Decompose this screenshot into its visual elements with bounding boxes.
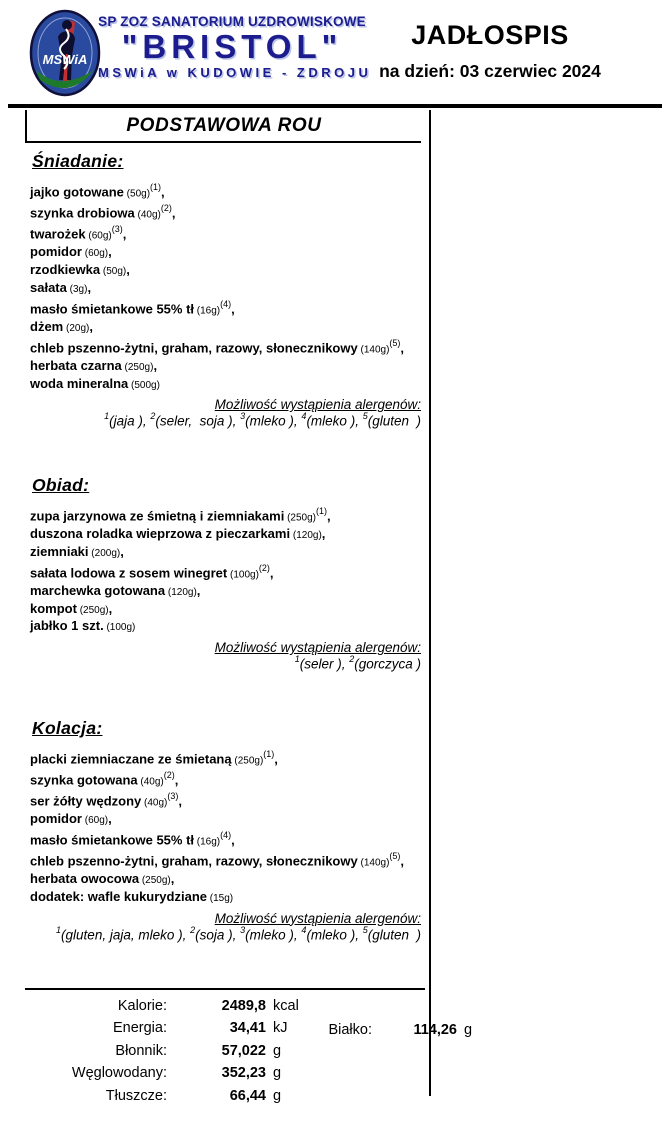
allergen-superscript: 5 [362, 411, 368, 422]
allergen-superscript: 3 [240, 924, 246, 935]
menu-item [30, 526, 421, 544]
item-portion: (250g) [139, 875, 171, 887]
menu-section-obiad [25, 475, 421, 672]
item-separator: , [327, 508, 331, 524]
menu-item [30, 280, 421, 298]
allergen-text: (gluten, jaja, mleko ), [61, 927, 191, 943]
item-portion: (60g) [82, 815, 109, 827]
item-separator: , [178, 793, 182, 809]
section-heading-wrap [30, 718, 421, 748]
item-separator: , [269, 564, 274, 580]
item-portion: (16g) [194, 836, 221, 848]
allergen-line [30, 926, 421, 943]
nutrition-label: Błonnik: [115, 1042, 167, 1059]
item-separator: , [231, 301, 235, 317]
item-name: ziemniaki [30, 543, 89, 559]
item-superscript: (4) [220, 829, 232, 840]
nutrition-value: 34,41 [229, 1020, 266, 1037]
item-portion: (3g) [66, 283, 88, 295]
allergen-text: (jaja ), [109, 413, 151, 429]
nutrition-unit: g [464, 1022, 473, 1038]
item-name: sałata [30, 279, 67, 295]
item-separator: , [174, 772, 179, 788]
menu-item [30, 262, 421, 280]
mswia-logo-icon [28, 8, 102, 98]
allergen-superscript: 1 [56, 924, 62, 935]
item-separator: , [400, 853, 405, 869]
item-separator: , [120, 543, 124, 559]
item-name: ser żółty wędzony [30, 793, 142, 809]
item-portion: (100g) [227, 568, 259, 580]
menu-item [30, 583, 421, 601]
item-list [30, 181, 421, 393]
nutrition-row [25, 1065, 425, 1087]
item-portion: (120g) [165, 586, 197, 598]
item-portion: (40g) [137, 776, 164, 788]
item-name: rzodkiewka [30, 262, 101, 278]
menu-item [30, 618, 421, 636]
item-portion: (250g) [231, 754, 264, 766]
item-name: placki ziemniaczane ze śmietaną [30, 750, 232, 766]
item-separator: , [108, 811, 112, 827]
item-separator: , [89, 318, 93, 334]
item-separator: , [400, 340, 405, 356]
item-superscript: (3) [111, 224, 123, 235]
menu-item [30, 337, 421, 358]
nutrition-unit: g [273, 1042, 282, 1059]
menu-item [30, 505, 421, 526]
nutrition-value: 66,44 [229, 1087, 266, 1104]
section-heading: Śniadanie: [32, 151, 124, 171]
item-name: twarożek [30, 226, 86, 242]
item-portion: (60g) [85, 230, 112, 242]
menu-item [30, 748, 421, 769]
nutrition-unit: g [273, 1065, 282, 1082]
svg-text:MSWiA: MSWiA [42, 52, 88, 67]
allergen-heading: Możliwość wystąpienia alergenów: [214, 640, 421, 656]
allergen-line [30, 655, 421, 672]
allergen-superscript: 3 [240, 411, 246, 422]
menu-item [30, 298, 421, 319]
menu-item [30, 244, 421, 262]
item-list [30, 748, 421, 907]
menu-item [30, 562, 421, 583]
item-name: woda mineralna [30, 375, 129, 391]
allergen-superscript: 2 [349, 654, 355, 665]
item-name: dodatek: wafle kukurydziane [30, 888, 207, 904]
diet-title: PODSTAWOWA ROU [25, 110, 421, 143]
item-separator: , [122, 226, 127, 242]
menu-item [30, 223, 421, 244]
item-separator: , [196, 582, 201, 598]
item-superscript: (1) [316, 505, 327, 516]
allergen-superscript: 5 [362, 924, 368, 935]
item-name: szynka drobiowa [30, 205, 135, 221]
nutrition-label: Energia: [112, 1020, 167, 1037]
item-portion: (250g) [121, 361, 154, 373]
item-name: sałata lodowa z sosem winegret [30, 564, 228, 580]
item-name: duszona roladka wieprzowa z pieczarkami [30, 526, 291, 542]
item-portion: (250g) [76, 604, 109, 616]
menu-item [30, 601, 421, 619]
allergen-text: (gorczyca ) [354, 656, 421, 672]
menu-sections [25, 151, 421, 942]
item-superscript: (4) [220, 298, 232, 309]
item-separator: , [170, 871, 175, 887]
item-separator: , [231, 832, 235, 848]
item-separator: , [108, 244, 112, 260]
allergen-text: (mleko ), [245, 927, 302, 943]
item-separator: , [126, 262, 130, 278]
menu-item [30, 319, 421, 337]
nutrition-value: 2489,8 [221, 998, 266, 1014]
allergen-heading: Możliwość wystąpienia alergenów: [214, 910, 421, 926]
item-portion: (250g) [284, 512, 316, 524]
menu-item [30, 358, 421, 376]
item-name: masło śmietankowe 55% tł [30, 832, 195, 848]
item-superscript: (2) [163, 769, 175, 780]
item-separator: , [108, 600, 113, 616]
item-superscript: (1) [150, 182, 162, 192]
allergen-text: (gluten ) [367, 927, 421, 943]
nutrition-label: Kalorie: [117, 998, 167, 1014]
menu-item [30, 850, 421, 871]
item-name: jabłko 1 szt. [30, 618, 104, 634]
allergen-text: (mleko ), [245, 413, 302, 429]
item-name: chleb pszenno-żytni, graham, razowy, słonecznikowy [30, 340, 358, 356]
nutrition-value: 114,26 [413, 1022, 457, 1038]
header-rule [8, 104, 662, 108]
document-title: JADŁOSPIS [411, 20, 569, 50]
nutrition-label: Białko: [328, 1022, 372, 1038]
item-superscript: (5) [389, 850, 401, 861]
column-divider [429, 110, 431, 1096]
item-portion: (50g) [123, 188, 151, 200]
allergen-superscript: 2 [190, 924, 196, 935]
organization-type: SP ZOZ SANATORIUM UZDROWISKOWE [98, 14, 366, 29]
item-superscript: (2) [160, 203, 172, 214]
nutrition-unit: g [273, 1087, 282, 1104]
item-separator: , [87, 279, 92, 295]
section-heading-wrap [30, 475, 421, 505]
document-date: na dzień: 03 czerwiec 2024 [379, 61, 601, 81]
menu-column [25, 110, 421, 988]
item-name: herbata owocowa [30, 871, 140, 887]
nutrition-summary [25, 988, 473, 1110]
menu-item [30, 811, 421, 829]
nutrition-label: Tłuszcze: [105, 1087, 167, 1104]
item-separator: , [274, 750, 278, 766]
menu-item [30, 769, 421, 790]
organization-name: "BRISTOL" [121, 28, 343, 65]
item-name: herbata czarna [30, 357, 122, 373]
allergen-text: (seler, soja ), [155, 413, 241, 429]
item-superscript: (1) [263, 748, 275, 759]
item-list [30, 505, 421, 636]
item-portion: (200g) [88, 547, 121, 559]
nutrition-value: 352,23 [221, 1065, 266, 1082]
item-portion: (40g) [134, 209, 161, 221]
allergen-heading: Możliwość wystąpienia alergenów: [214, 397, 421, 413]
menu-item [30, 889, 421, 907]
menu-section-kolacja [25, 718, 421, 943]
item-portion: (120g) [290, 530, 322, 542]
nutrition-unit: kcal [273, 998, 299, 1014]
item-name: pomidor [30, 244, 82, 260]
menu-item [30, 871, 421, 889]
allergen-text: (mleko ), [306, 413, 363, 429]
allergen-line [30, 412, 421, 429]
item-portion: (60g) [82, 248, 109, 260]
item-portion: (140g) [357, 344, 390, 356]
allergen-superscript: 2 [150, 411, 156, 422]
item-name: dżem [30, 318, 64, 334]
item-separator: , [153, 357, 158, 373]
item-superscript: (3) [167, 790, 179, 801]
allergen-text: (gluten ) [367, 413, 421, 429]
item-name: pomidor [30, 811, 82, 827]
item-portion: (40g) [141, 797, 168, 809]
allergen-text: (mleko ), [306, 927, 363, 943]
item-portion: (500g) [128, 379, 160, 391]
item-separator: , [321, 526, 326, 542]
allergen-text: (soja ), [195, 927, 241, 943]
item-name: kompot [30, 600, 77, 616]
item-separator: , [161, 184, 165, 200]
item-name: chleb pszenno-żytni, graham, razowy, słonecznikowy [30, 853, 358, 869]
item-portion: (20g) [63, 322, 90, 334]
allergen-superscript: 1 [294, 654, 300, 665]
menu-item [30, 544, 421, 562]
item-superscript: (5) [389, 337, 401, 348]
organization-location: MSWiA w KUDOWIE - ZDROJU [98, 65, 372, 80]
nutrition-row [25, 1088, 425, 1110]
item-portion: (16g) [194, 305, 221, 317]
nutrition-label: Węglowodany: [71, 1065, 167, 1082]
section-heading: Kolacja: [32, 717, 103, 738]
menu-item [30, 181, 421, 202]
menu-item [30, 829, 421, 850]
menu-section-sniadanie [25, 151, 421, 429]
item-superscript: (2) [258, 562, 270, 573]
item-portion: (15g) [207, 892, 234, 904]
item-portion: (100g) [103, 622, 136, 634]
allergen-superscript: 4 [301, 924, 307, 935]
menu-item [30, 376, 421, 394]
item-name: marchewka gotowana [30, 582, 166, 598]
allergen-superscript: 4 [301, 411, 307, 422]
allergen-superscript: 1 [104, 411, 110, 422]
item-name: zupa jarzynowa ze śmietną i ziemniakami [30, 508, 285, 524]
nutrition-unit: kJ [273, 1020, 288, 1037]
nutrition-row [25, 998, 425, 1020]
item-separator: , [171, 205, 176, 221]
allergen-text: (seler ), [299, 656, 350, 672]
item-name: jajko gotowane [30, 184, 124, 200]
section-heading: Obiad: [32, 474, 90, 495]
item-portion: (140g) [357, 857, 390, 869]
menu-item [30, 790, 421, 811]
item-name: masło śmietankowe 55% tł [30, 301, 195, 317]
document-header [360, 20, 620, 82]
organization-block [98, 14, 372, 80]
menu-item [30, 202, 421, 223]
item-portion: (50g) [100, 266, 127, 278]
nutrition-row-bialko [277, 1022, 472, 1038]
nutrition-row [25, 1043, 425, 1065]
item-name: szynka gotowana [30, 772, 138, 788]
section-heading-wrap [30, 151, 421, 181]
nutrition-value: 57,022 [221, 1042, 266, 1059]
